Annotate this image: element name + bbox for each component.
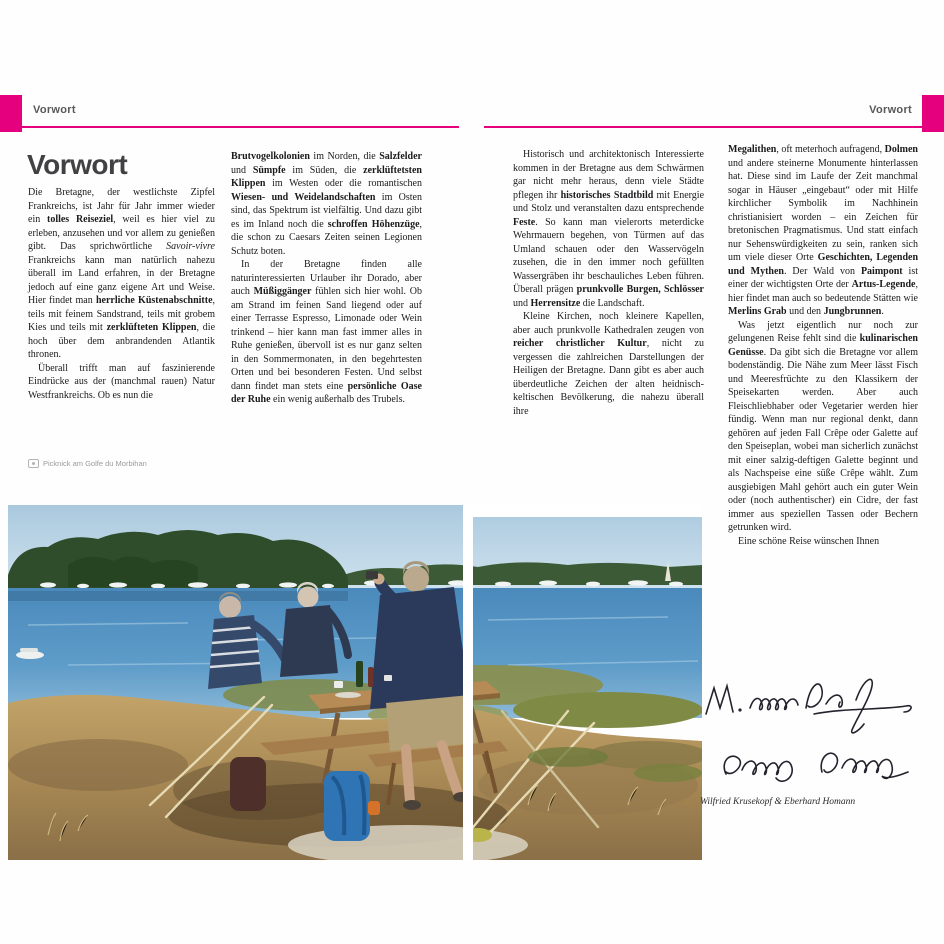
photo-picnic-morbihan xyxy=(8,505,702,860)
text-column-1: Die Bretagne, der westlichste Zipfel Frankreichs, ist Jahr für Jahr immer wieder ein tolles Reiseziel, weil es hier viel zu erleben, anzusehen und vor allem zu genießen gibt. Das sprichwörtliche Savoir-vivre Frankreichs kann man natürlich nahezu überall im Land erfahren, in der Bretagne jedoch auf eine ganz eigene Art und Weise. Hier findet man herrliche Küstenabschnitte, teils mit feinem Sandstrand, teils mit grobem Kies und teils mit zerklüfteten Klippen, die hoch über dem anbrandenden Atlantik thronen. Überall trifft man auf faszinierende Eindrücke aus der (manchmal rauen) Natur Westfrankreichs. Ob es nun die xyxy=(28,187,216,401)
header-rule-left xyxy=(22,126,459,128)
text-column-4: Megalithen, oft meterhoch aufragend, Dolmen und andere steinerne Monumente hinterlassen hat. Diese sind im Laufe der Zeit manchmal sogar in Häuser „eingebaut“ oder mit Hilfe kirchlicher Symbolik im Nachhinein christianisiert worden – ein Zeichen für bretonischen Pragmatismus. Und statt einfach nur Sehenswürdigkeiten zu sein, ranken sich um viele dieser Orte Geschichten, Legenden und Mythen. Der Wald von Paimpont ist einer der wichtigsten Orte der Artus-Legende, hier findet man auch so bedeutende Stätten wie Merlins Grab und den Jungbrunnen. Was jetzt eigentlich nur noch zur gelungenen Reise fehlt sind die kulinarischen Genüsse. Da gibt sich die Bretagne vor allem bodenständig. Die Nähe zum Meer lässt Fisch und Meeresfrüchte zu den Klassikern der Speisekarten werden. Aber auch Fleischliebhaber oder Vegetarier werden hier fündig. Wenn man nur regional denkt, dann gehören auf jeden Fall Crêpe oder Galette auf den Speiseplan, wobei man sicherlich zunächst mit einer salzig-deftigen Galette beginnt und als Nachspeise eine süße Crêpe wählt. Zum ausgiebigen Mahl gehört auch ein guter Wein oder (noch authentischer) ein Cidre, der fast immer aus speziellen Tassen oder Bechern getrunken wird. Eine schöne Reise wünschen Ihnen xyxy=(728,144,919,547)
header-rule-right xyxy=(484,126,922,128)
authors-line: Wilfried Krusekopf & Eberhard Homann xyxy=(700,797,856,807)
page-edge-tab-left xyxy=(0,95,22,132)
running-header-left: Vorwort xyxy=(33,104,76,116)
text-column-3: Historisch und architektonisch Interessierte kommen in der Bretagne aus dem Schwärmen gar nicht mehr heraus, denn viele Städte pflegen ihr historisches Stadtbild mit Energie und Stolz und veranstalten dazu entsprechende Feste. So kann man vielerorts meterdicke Wehrmauern begehen, von Türmen auf das Umland schauen oder den Wasservögeln zusehen, die in den immer noch gefüllten Wassergräben ihr beschauliches Leben führen. Überall prägen prunkvolle Burgen, Schlösser und Herrensitze die Landschaft. Kleine Kirchen, noch kleinere Kapellen, aber auch prunkvolle Kathedralen zeugen von reicher christlicher Kultur, nicht zu vergessen die zahlreichen Darstellungen der Heiligen der Bretagne. Dann gibt es aber auch überdeutliche Zeichen der alten heidnisch-keltischen Bevölkerung, die nahezu überall ihre xyxy=(513,149,705,417)
page-edge-tab-right xyxy=(922,95,944,132)
photo-caption-text: Picknick am Golfe du Morbihan xyxy=(43,459,147,468)
page-title: Vorwort xyxy=(27,148,128,180)
signature-wilfried-krusekopf xyxy=(698,668,923,734)
camera-icon xyxy=(28,459,39,468)
photo-caption xyxy=(28,459,147,468)
photo-illustration xyxy=(8,505,702,860)
running-header-right: Vorwort xyxy=(869,104,912,116)
signature-eberhard-homann xyxy=(718,740,918,792)
text-column-2: Brutvogelkolonien im Norden, die Salzfelder und Sümpfe im Süden, die zerklüftetsten Klippen im Westen oder die romantischen Wiesen- und Weidelandschaften im Osten sind, das Spektrum ist vielfältig. Und dazu gibt es im Inland noch die schroffen Höhenzüge, die schon zu Caesars Zeiten seinen Legionen Schutz boten. In der Bretagne finden alle naturinteressierten Urlauber ihr Dorado, aber auch Müßiggänger fühlen sich hier wohl. Ob am Strand im feinen Sand liegend oder auf einer Terrasse Espresso, Limonade oder Wein trinkend – hier kann man fast immer alles in Ruhe genießen, übervoll ist es nur ganz selten in den Sommermonaten, in den begehrtesten Orten und bei besonderen Festen. Und selbst dann findet man stets eine persönliche Oase der Ruhe ein wenig außerhalb des Trubels. xyxy=(231,151,423,405)
